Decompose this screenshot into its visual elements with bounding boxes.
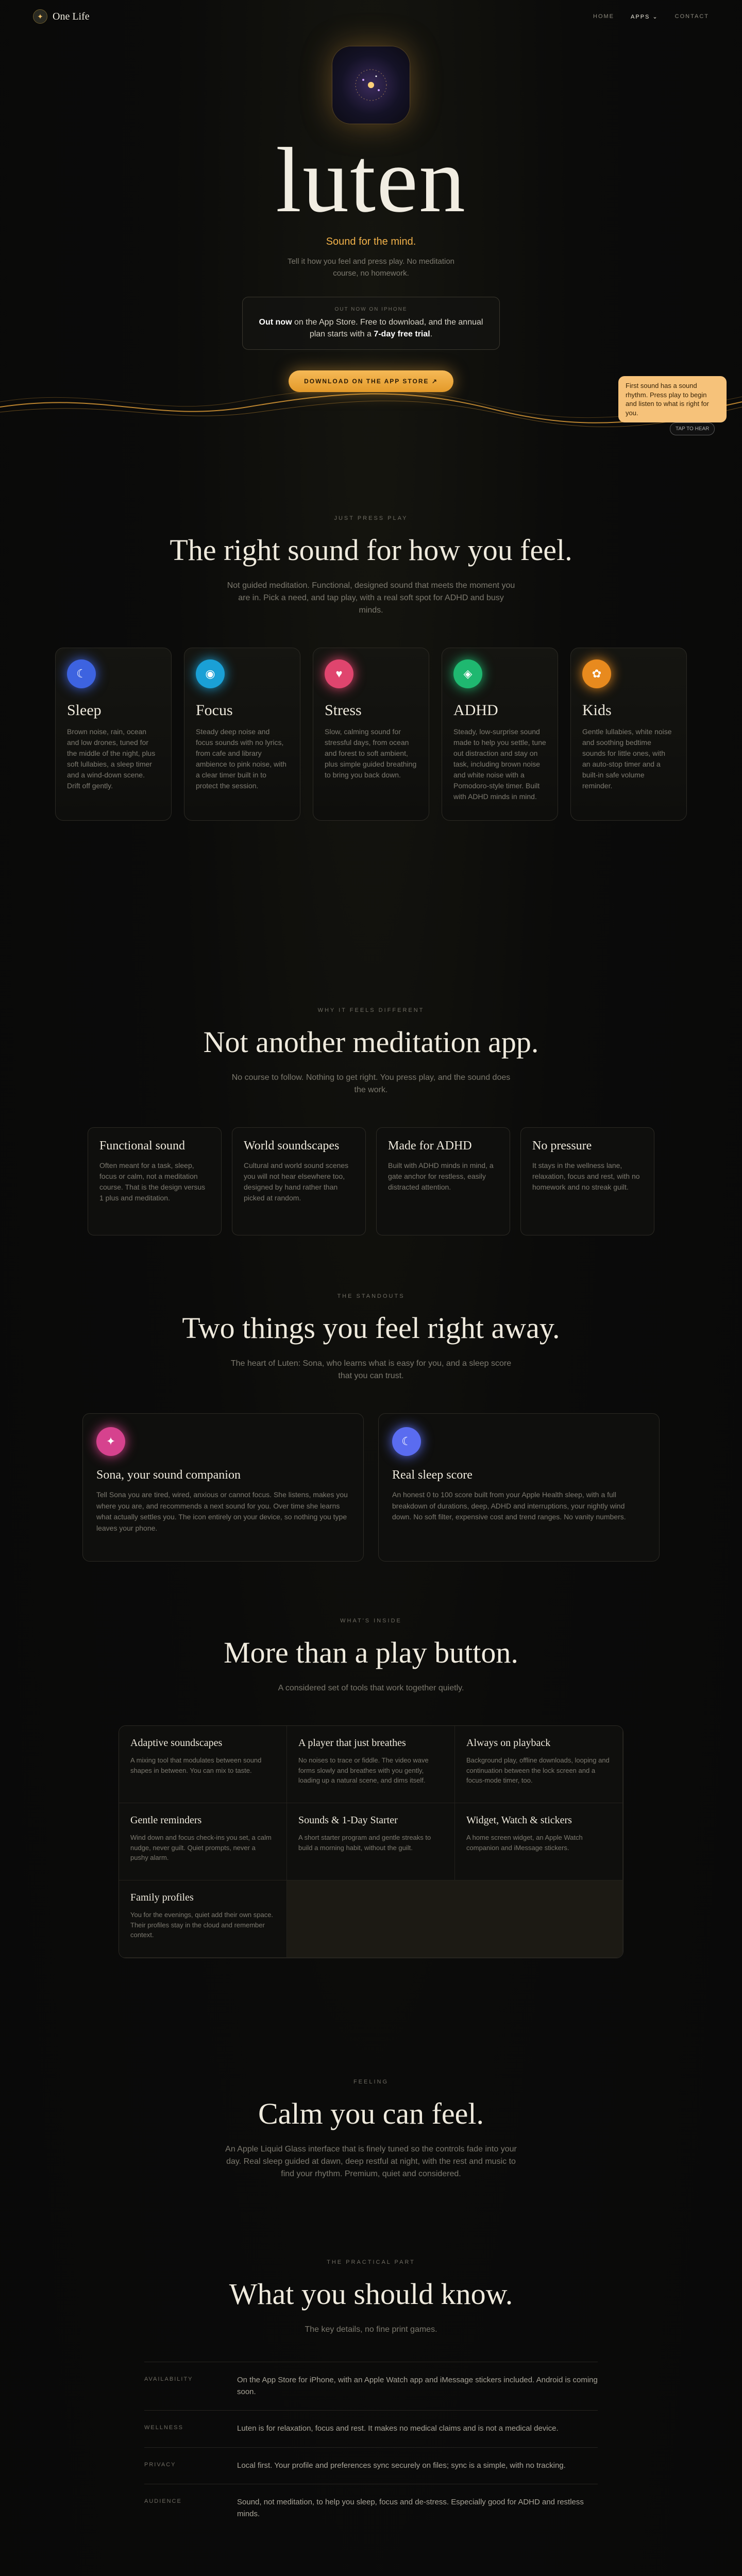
sounds-lead: Not guided meditation. Functional, designed sound that meets the moment you are in. Pick a need, and tap play, with a real soft spot for ADHD and busy minds. (227, 581, 515, 615)
calm-kicker: FEELING (353, 2079, 389, 2085)
spec-row (144, 2484, 598, 2532)
spec-key: AUDIENCE (144, 2498, 182, 2504)
hint-note: First sound has a sound rhythm. Press play to begin and listen to what is right for you. (618, 376, 727, 422)
top-nav (0, 0, 742, 33)
card-title: Kids (582, 702, 612, 719)
features-section (0, 1618, 742, 1958)
sparkle-icon: ✦ (96, 1427, 125, 1456)
calm-title: Calm you can feel. (258, 2097, 484, 2130)
card-text: Slow, calming sound for stressful days, from ocean and forest to soft ambient, plus simple guided breathing to bring you back down. (325, 727, 417, 779)
nav-home[interactable]: HOME (593, 13, 615, 20)
diff-card-title: Functional sound (99, 1139, 185, 1153)
different-cards (0, 1127, 742, 1235)
app-icon-sparkle (348, 62, 394, 108)
feature-title: Widget, Watch & stickers (466, 1815, 572, 1826)
card-adhd[interactable] (442, 648, 558, 821)
sounds-section (0, 515, 742, 821)
card-text: Gentle lullabies, white noise and soothing bedtime sounds for little ones, with an auto-stop timer and a built-in safe volume reminder. (582, 727, 672, 790)
hero-title: luten (276, 129, 466, 231)
standout-text: Tell Sona you are tired, wired, anxious or cannot focus. She listens, makes you where you are, and recommends a next sound for you. Over time she learns what actually settles you. The icon entirely on your device, so nothing you type leaves your phone. (96, 1490, 348, 1533)
spec-row (144, 2362, 598, 2410)
feature-text: No noises to trace or fiddle. The video wave forms slowly and breathes with you gently, loading up a natural scene, and dims itself. (298, 1756, 429, 1784)
different-lead: No course to follow. Nothing to get right. You press play, and the sound does the work. (231, 1073, 511, 1094)
sounds-title: The right sound for how you feel. (170, 533, 572, 567)
spec-value: On the App Store for iPhone, with an Apple Watch app and iMessage stickers included. Android is coming soon. (237, 2376, 598, 2396)
spec-key: AVAILABILITY (144, 2376, 193, 2382)
feature-title: Adaptive soundscapes (130, 1737, 223, 1749)
diamond-icon: ◈ (453, 659, 482, 688)
calm-section (0, 2079, 742, 2180)
different-section (0, 1007, 742, 1235)
spec-value: Sound, not meditation, to help you sleep, focus and de-stress. Especially good for ADHD and restless minds. (237, 2498, 584, 2518)
launch-text: Out now on the App Store. Free to download, and the annual plan starts with a 7-day free trial. (259, 318, 483, 339)
features-grid (119, 1725, 623, 1958)
diff-card-text: Often meant for a task, sleep, focus or calm, not a meditation course. That is the design versus 1 plus and meditation. (99, 1161, 206, 1202)
feature-item (119, 1803, 287, 1880)
logo-mark-icon: ✦ (33, 9, 47, 24)
hero-tagline: Sound for the mind. (326, 236, 416, 247)
spec-value: Luten is for relaxation, focus and rest. It makes no medical claims and is not a medical device. (237, 2424, 559, 2433)
feature-item (287, 1726, 455, 1803)
feature-text: Wind down and focus check-ins you set, a calm nudge, never guilt. Quiet prompts, never a pushy alarm. (130, 1834, 272, 1861)
card-sona (82, 1413, 364, 1562)
launch-kicker: OUT NOW ON IPHONE (334, 307, 408, 312)
card-focus[interactable] (184, 648, 300, 821)
spec-value: Local first. Your profile and preferences sync securely on files; sync is a simple, with no tracking. (237, 2461, 566, 2470)
launch-box (242, 297, 500, 350)
know-section (0, 2259, 742, 2532)
nav-links (593, 13, 709, 20)
feature-filler (287, 1880, 623, 1958)
card-sleep[interactable] (55, 648, 172, 821)
diff-card-title: Made for ADHD (388, 1139, 472, 1153)
feature-text: You for the evenings, quiet add their own space. Their profiles stay in the cloud and remember context. (130, 1911, 274, 1939)
feature-item (287, 1803, 455, 1880)
sounds-kicker: JUST PRESS PLAY (334, 515, 408, 521)
feature-title: Family profiles (130, 1892, 194, 1903)
know-lead: The key details, no fine print games. (305, 2325, 437, 2334)
standouts-section (0, 1293, 742, 1562)
different-title: Not another meditation app. (203, 1025, 539, 1059)
standout-title: Sona, your sound companion (96, 1468, 241, 1482)
card-title: Focus (196, 702, 233, 719)
spec-list (144, 2362, 598, 2532)
heart-icon: ♥ (325, 659, 353, 688)
target-icon: ◉ (196, 659, 225, 688)
spec-key: PRIVACY (144, 2461, 176, 2468)
diff-card (232, 1127, 366, 1235)
feature-item (119, 1726, 287, 1803)
moon-icon: ☾ (392, 1427, 421, 1456)
standouts-title: Two things you feel right away. (182, 1311, 560, 1345)
spec-row (144, 2447, 598, 2484)
diff-card-text: Cultural and world sound scenes you will not hear elsewhere too, designed by hand rather than picked at random. (244, 1161, 349, 1202)
card-text: Steady, low-surprise sound made to help you settle, tune out distraction and stay on task, including brown noise and white noise with a Pomodoro-style timer. Built with ADHD minds in mind. (453, 727, 546, 801)
diff-card-text: It stays in the wellness lane, relaxation, focus and rest, with no homework and no streak guilt. (532, 1161, 640, 1191)
card-title: Sleep (67, 702, 102, 719)
calm-lead: An Apple Liquid Glass interface that is finely tuned so the controls fade into your day. Real sleep guided at dawn, deep restful at night, with the rest and music to find your rhythm. Premium, quiet and considered. (225, 2145, 517, 2178)
feature-item (119, 1880, 287, 1958)
feature-item (455, 1726, 623, 1803)
feature-item (455, 1803, 623, 1880)
feature-text: A short starter program and gentle streaks to build a morning habit, without the guilt. (298, 1834, 431, 1852)
moon-icon: ☾ (67, 659, 96, 688)
hero (0, 46, 742, 392)
different-kicker: WHY IT FEELS DIFFERENT (317, 1007, 425, 1013)
nav-apps[interactable]: APPS ⌄ (631, 13, 659, 20)
standout-text: An honest 0 to 100 score built from your Apple Health sleep, with a full breakdown of durations, deep, ADHD and interruptions, your nightly wind down. No soft filter, expensive cost and trend ranges. No vanity numbers. (392, 1490, 626, 1521)
nav-contact[interactable]: CONTACT (674, 13, 709, 20)
card-sleep-score (378, 1413, 660, 1562)
flower-icon: ✿ (582, 659, 611, 688)
card-title: Stress (325, 702, 362, 719)
know-kicker: THE PRACTICAL PART (327, 2259, 415, 2265)
standouts-lead: The heart of Luten: Sona, who learns what is easy for you, and a sleep score that you can trust. (230, 1359, 512, 1380)
card-stress[interactable] (313, 648, 429, 821)
feature-title: Gentle reminders (130, 1815, 202, 1826)
brand-name: One Life (53, 10, 90, 22)
features-title: More than a play button. (224, 1636, 518, 1669)
tap-to-hear-button[interactable]: TAP TO HEAR (670, 422, 715, 435)
app-icon (332, 46, 410, 124)
feature-text: A mixing tool that modulates between sound shapes in between. You can mix to taste. (130, 1756, 262, 1774)
standout-title: Real sleep score (392, 1468, 473, 1482)
features-kicker: WHAT'S INSIDE (340, 1618, 402, 1624)
card-kids[interactable] (570, 648, 687, 821)
hero-subtitle: Tell it how you feel and press play. No meditation course, no homework. (287, 257, 455, 278)
feature-title: Sounds & 1-Day Starter (298, 1815, 398, 1826)
standouts-kicker: THE STANDOUTS (337, 1293, 405, 1299)
diff-card-text: Built with ADHD minds in mind, a gate anchor for restless, easily distracted attention. (388, 1161, 494, 1191)
standout-cards (0, 1413, 742, 1562)
diff-card (520, 1127, 654, 1235)
diff-card (88, 1127, 222, 1235)
diff-card-title: No pressure (532, 1139, 592, 1153)
sound-cards (0, 648, 742, 821)
card-text: Brown noise, rain, ocean and low drones, tuned for the middle of the night, plus soft lullabies, a sleep timer and a wind-down scene. Drift off gently. (67, 727, 156, 790)
card-text: Steady deep noise and focus sounds with no lyrics, from cafe and library ambience to pink noise, with a clear timer built in to protect the session. (196, 727, 286, 790)
feature-text: Background play, offline downloads, looping and continuation between the lock screen and a focus-mode timer, too. (466, 1756, 610, 1784)
feature-title: A player that just breathes (298, 1737, 406, 1749)
features-lead: A considered set of tools that work together quietly. (278, 1684, 464, 1692)
brand-logo[interactable] (33, 9, 90, 24)
diff-card (376, 1127, 510, 1235)
feature-text: A home screen widget, an Apple Watch companion and iMessage stickers. (466, 1834, 583, 1852)
card-title: ADHD (453, 702, 498, 719)
feature-title: Always on playback (466, 1737, 551, 1749)
diff-card-title: World soundscapes (244, 1139, 340, 1153)
spec-key: WELLNESS (144, 2425, 183, 2431)
know-title: What you should know. (229, 2277, 513, 2311)
spec-row (144, 2410, 598, 2447)
app-store-cta-button[interactable]: DOWNLOAD ON THE APP STORE ↗ (289, 370, 453, 392)
